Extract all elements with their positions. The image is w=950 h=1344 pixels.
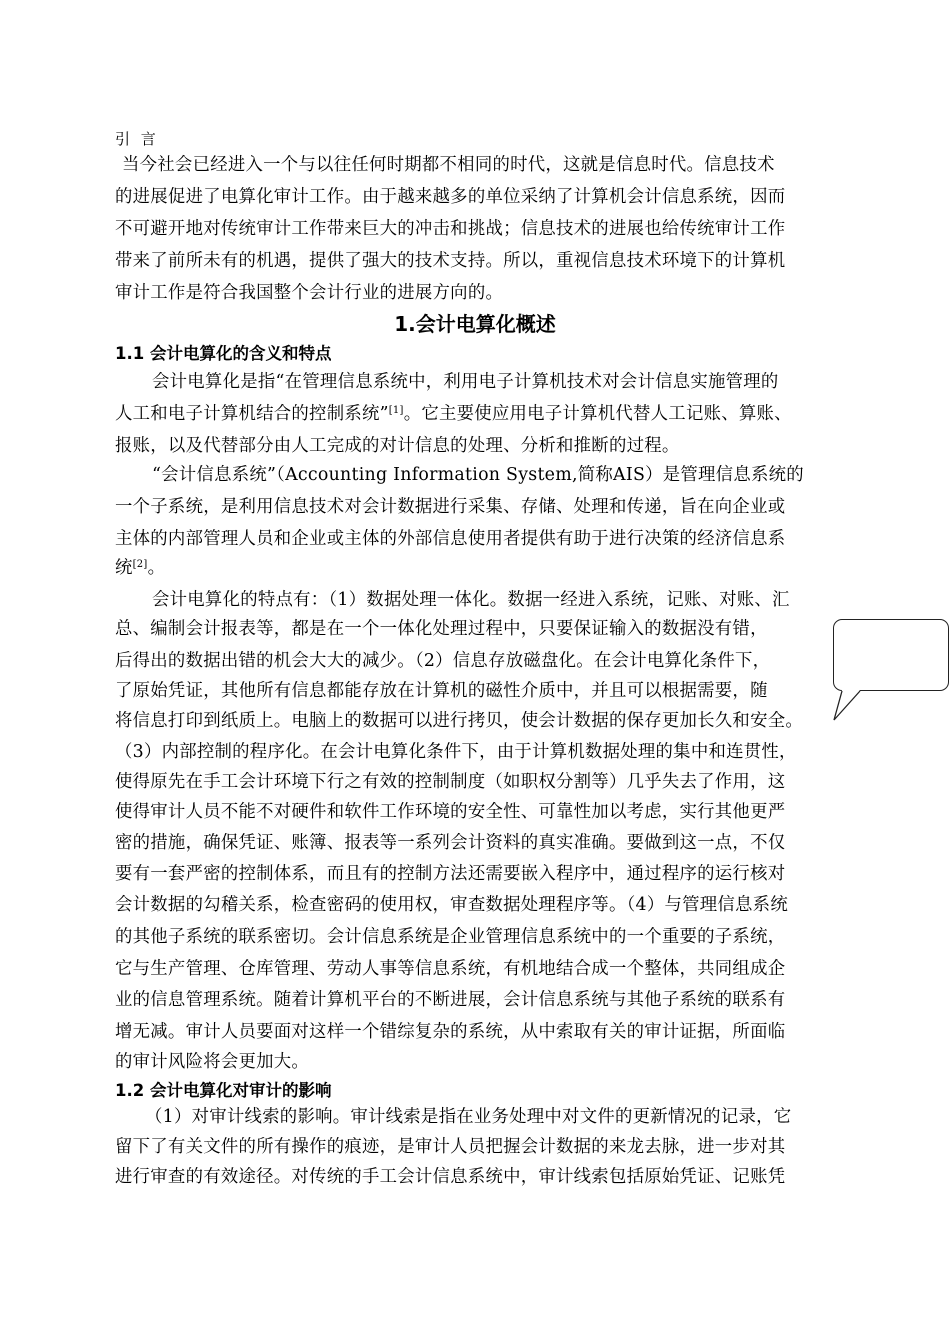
paragraph-line: 使得原先在手工会计环境下行之有效的控制制度（如职权分割等）几乎失去了作用，这 [115, 772, 786, 792]
paragraph-line: 后得出的数据出错的机会大大的减少。（2）信息存放磁盘化。在会计电算化条件下， [115, 651, 771, 671]
intro-line: 带来了前所未有的机遇，提供了强大的技术支持。所以，重视信息技术环境下的计算机 [115, 251, 786, 271]
paragraph-line: 业的信息管理系统。随着计算机平台的不断进展，会计信息系统与其他子系统的联系有 [115, 990, 786, 1010]
section-1-2-title: 1.2 会计电算化对审计的影响 [115, 1081, 332, 1100]
paragraph-line: 一个子系统，是利用信息技术对会计数据进行采集、存储、处理和传递，旨在向企业或 [115, 497, 786, 517]
callout-tail-icon [830, 688, 870, 724]
paragraph-line: 总、编制会计报表等，都是在一个一体化处理过程中，只要保证输入的数据没有错， [115, 619, 768, 639]
citation-2: [2] [132, 559, 148, 570]
paragraph-line: 将信息打印到纸质上。电脑上的数据可以进行拷贝，使会计数据的保存更加长久和安全。 [115, 711, 803, 731]
paragraph-line: 统[2]。 [115, 558, 166, 578]
paragraph-line: 会计电算化的特点有：（1）数据处理一体化。数据一经进入系统，记账、对账、汇 [152, 590, 790, 610]
paragraph-line: 的其他子系统的联系密切。会计信息系统是企业管理信息系统中的一个重要的子系统， [115, 927, 786, 947]
paragraph-line: 要有一套严密的控制体系，而且有的控制方法还需要嵌入程序中，通过程序的运行核对 [115, 864, 786, 884]
paragraph-line: 的审计风险将会更加大。 [115, 1052, 310, 1072]
intro-heading: 引 言 [115, 130, 159, 148]
intro-line: 不可避开地对传统审计工作带来巨大的冲击和挑战；信息技术的进展也给传统审计工作 [115, 219, 786, 239]
paragraph-line: 会计数据的勾稽关系，检查密码的使用权，审查数据处理程序等。（4）与管理信息系统 [115, 895, 788, 915]
paragraph-line: 密的措施，确保凭证、账簿、报表等一系列会计资料的真实准确。要做到这一点，不仅 [115, 833, 786, 853]
paragraph-line: 使得审计人员不能不对硬件和软件工作环境的安全性、可靠性加以考虑，实行其他更严 [115, 802, 786, 822]
paragraph-line: “会计信息系统”（Accounting Information System,简称AIS）是管理信息系统的 [152, 465, 804, 485]
comment-callout[interactable] [833, 619, 949, 691]
section-1-title: 1.会计电算化概述 [394, 312, 556, 336]
intro-line: 审计工作是符合我国整个会计行业的进展方向的。 [115, 283, 504, 303]
paragraph-line: 了原始凭证，其他所有信息都能存放在计算机的磁性介质中，并且可以根据需要，随 [115, 681, 768, 701]
intro-line: 的进展促进了电算化审计工作。由于越来越多的单位采纳了计算机会计信息系统，因而 [115, 187, 786, 207]
paragraph-line: 主体的内部管理人员和企业或主体的外部信息使用者提供有助于进行决策的经济信息系 [115, 529, 786, 549]
paragraph-line: （1）对审计线索的影响。审计线索是指在业务处理中对文件的更新情况的记录，它 [145, 1107, 792, 1127]
section-1-1-title: 1.1 会计电算化的含义和特点 [115, 344, 332, 363]
paragraph-line: 进行审查的有效途径。对传统的手工会计信息系统中，审计线索包括原始凭证、记账凭 [115, 1167, 786, 1187]
paragraph-line: 留下了有关文件的所有操作的痕迹，是审计人员把握会计数据的来龙去脉，进一步对其 [115, 1137, 786, 1157]
paragraph-line: 会计电算化是指“在管理信息系统中，利用电子计算机技术对会计信息实施管理的 [152, 372, 779, 392]
paragraph-line: （3）内部控制的程序化。在会计电算化条件下，由于计算机数据处理的集中和连贯性， [115, 742, 797, 762]
intro-line: 当今社会已经进入一个与以往任何时期都不相同的时代，这就是信息时代。信息技术 [122, 155, 775, 175]
citation-1: [1] [388, 405, 404, 416]
paragraph-line: 人工和电子计算机结合的控制系统”[1]。它主要使应用电子计算机代替人工记账、算账、 [115, 404, 792, 424]
paragraph-line: 报账，以及代替部分由人工完成的对计信息的处理、分析和推断的过程。 [115, 436, 680, 456]
paragraph-line: 它与生产管理、仓库管理、劳动人事等信息系统，有机地结合成一个整体，共同组成企 [115, 959, 786, 979]
paragraph-line: 增无减。审计人员要面对这样一个错综复杂的系统，从中索取有关的审计证据，所面临 [115, 1022, 786, 1042]
